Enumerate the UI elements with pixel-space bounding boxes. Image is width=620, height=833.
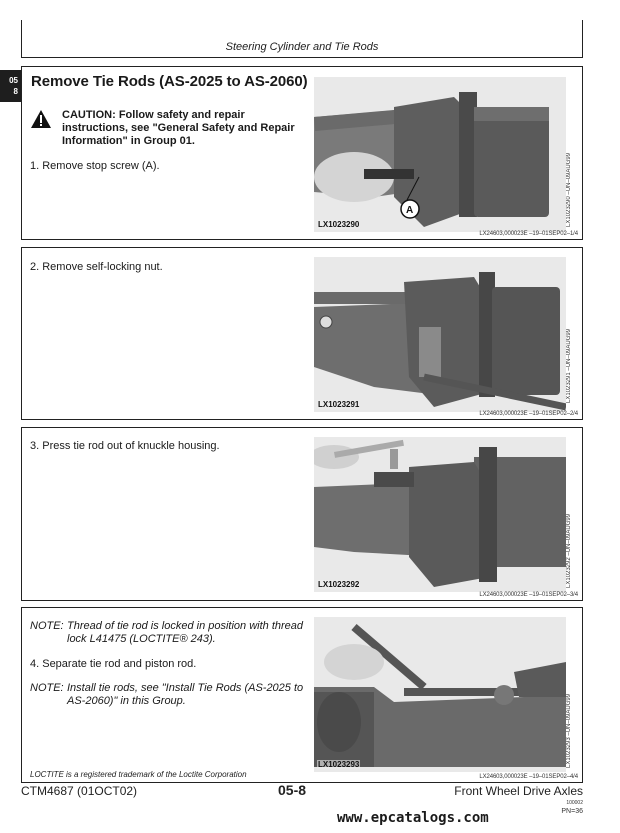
trademark-notice: LOCTITE is a registered trademark of the Loctite Corporation xyxy=(30,770,247,779)
step-text: 3. Press tie rod out of knuckle housing. xyxy=(30,440,220,452)
side-code: LX1023292 –UN–09AUG99 xyxy=(566,513,572,588)
reference-code: LX24603,000023E –19–01SEP02–2/4 xyxy=(479,411,578,417)
note-body: Install tie rods, see "Install Tie Rods (AS-2025 to AS-2060)" in this Group. xyxy=(67,682,304,707)
note-label: NOTE: xyxy=(30,682,64,694)
photo-separate-tie-rod xyxy=(314,617,566,772)
book-title: Front Wheel Drive Axles xyxy=(454,784,583,798)
callout-a: A xyxy=(406,205,414,216)
photo-label: LX1023290 xyxy=(318,220,360,229)
section-tab-group: 05 xyxy=(9,76,18,85)
page-header xyxy=(21,20,583,58)
photo-label: LX1023291 xyxy=(318,400,360,409)
note-label: NOTE: xyxy=(30,620,64,632)
footer-code: 100002 xyxy=(566,800,583,806)
side-code: LX1023293 –UN–09AUG99 xyxy=(566,693,572,768)
side-code: LX1023290 –UN–09AUG99 xyxy=(566,152,572,227)
reference-code: LX24603,000023E –19–01SEP02–4/4 xyxy=(479,774,578,780)
procedure-photo xyxy=(314,617,566,772)
warning-triangle-icon xyxy=(30,109,52,129)
photo-press-tie-rod xyxy=(314,437,566,592)
procedure-photo xyxy=(314,437,566,592)
note-thread-lock xyxy=(30,620,310,646)
note-body: Thread of tie rod is locked in position with thread lock L41475 (LOCTITE® 243). xyxy=(67,620,304,645)
photo-self-locking-nut xyxy=(314,257,566,412)
caution-text: CAUTION: Follow safety and repair instructions, see "General Safety and Repair Information" in Group 01. xyxy=(62,109,295,147)
page-number: 05-8 xyxy=(278,782,307,798)
manual-number: CTM4687 (01OCT02) xyxy=(21,784,138,798)
section-tab-page: 8 xyxy=(13,87,18,96)
section-tab xyxy=(0,70,21,102)
photo-label: LX1023292 xyxy=(318,580,360,589)
side-code: LX1023291 –UN–09AUG99 xyxy=(566,328,572,403)
procedure-step-4 xyxy=(21,607,583,783)
procedure-photo xyxy=(314,257,566,412)
procedure-step-2 xyxy=(21,247,583,420)
step-text: 1. Remove stop screw (A). xyxy=(30,160,160,172)
photo-label: LX1023293 xyxy=(318,760,360,769)
note-install-reference xyxy=(30,682,310,708)
procedure-step-1 xyxy=(21,66,583,240)
header-title: Steering Cylinder and Tie Rods xyxy=(225,41,379,53)
reference-code: LX24603,000023E –19–01SEP02–3/4 xyxy=(479,592,578,598)
procedure-step-3 xyxy=(21,427,583,601)
reference-code: LX24603,000023E –19–01SEP02–1/4 xyxy=(479,231,578,237)
step-text: 2. Remove self-locking nut. xyxy=(30,261,163,273)
photo-axle-stop-screw xyxy=(314,77,566,232)
step-text: 4. Separate tie rod and piston rod. xyxy=(30,658,197,670)
procedure-photo xyxy=(314,77,566,232)
procedure-heading: Remove Tie Rods (AS-2025 to AS-2060) xyxy=(31,73,308,90)
watermark-link[interactable]: www.epcatalogs.com xyxy=(337,810,489,826)
pn-number: PN=36 xyxy=(561,808,583,815)
